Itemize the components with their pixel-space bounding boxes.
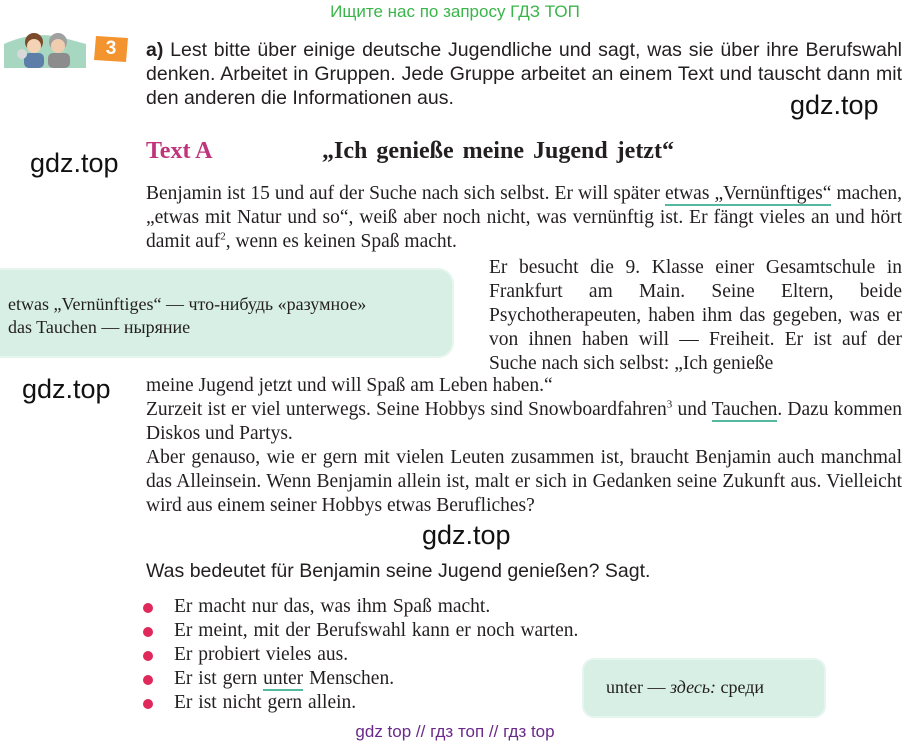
list-item: Er macht nur das, was ihm Spaß macht. <box>140 595 578 619</box>
glossary-line: etwas „Vernünftiges“ — что-нибудь «разумное» <box>8 294 367 314</box>
glossary-box <box>0 270 452 356</box>
task-number: 3 <box>105 38 117 59</box>
list-item: Er ist nicht gern allein. <box>140 691 578 715</box>
question: Was bedeutet für Benjamin seine Jugend genießen? Sagt. <box>146 560 651 582</box>
paragraph-3: Zurzeit ist er viel unterwegs. Seine Hobbys sind Snowboardfahren$^3$ und Tauchen. Dazu kommen Diskos und Partys. <box>146 398 902 444</box>
top-banner: Ищите нас по запросу ГДЗ ТОП <box>330 2 580 21</box>
task-label: a) <box>146 39 164 61</box>
paragraph-2-continued: meine Jugend jetzt und will Spaß am Leben haben.“ <box>146 375 553 396</box>
glossed-word: etwas „Vernünftiges“ <box>665 183 832 204</box>
list-item: Er ist gern unter Menschen. <box>140 667 578 691</box>
glossed-word: unter <box>263 668 304 689</box>
glossary-line: das Tauchen — ныряние <box>8 317 191 337</box>
watermark: gdz.top <box>30 148 119 178</box>
bullet-icon <box>143 675 153 685</box>
paragraph-2: Er besucht die 9. Klasse einer Gesamtschule in Frankfurt am Main. Seine Eltern, beide Psychotherapeuten, haben ihm das gegeben, was er von ihnen haben will — Freiheit. Er ist auf der Suche nach sich selbst: „Ich genieße <box>489 257 902 374</box>
bullet-icon <box>143 651 153 661</box>
paragraph-1: Benjamin ist 15 und auf der Suche nach sich selbst. Er will später etwas „Vernünftiges“ machen, „etwas mit Natur und so“, weiß aber noch nicht, was vernünftig ist. Er fängt vieles an und hört damit auf$^2$, wenn es keinen Spaß macht. <box>146 183 903 252</box>
watermark: gdz.top <box>22 374 111 404</box>
task-number-badge <box>92 34 130 64</box>
task-instruction <box>146 38 902 110</box>
students-illustration <box>4 24 86 68</box>
paragraph-4: Aber genauso, wie er gern mit vielen Leuten zusammen ist, braucht Benjamin auch manchmal das Alleinsein. Wenn Benjamin allein ist, malt er sich in Gedanken seine Zukunft aus. Vielleicht wird aus einem seiner Hobbys etwas Berufliches? <box>146 447 902 516</box>
task-text: Lest bitte über einige deutsche Jugendliche und sagt, was sie über ihre Berufswahl denken. Arbeitet in Gruppen. Jede Gruppe arbeitet an einem Text und tauscht dann mit den anderen die Informationen aus. <box>146 39 902 109</box>
bullet-icon <box>143 699 153 709</box>
answer-list <box>140 595 578 715</box>
list-item: Er probiert vieles aus. <box>140 643 578 667</box>
bullet-icon <box>143 627 153 637</box>
glossary-box <box>584 660 824 716</box>
text-label: Text A <box>146 138 213 164</box>
watermark: gdz.top <box>422 520 511 550</box>
glossary-line: unter — здесь: среди <box>606 677 765 697</box>
bottom-banner: gdz top // гдз топ // гдз top <box>355 722 555 741</box>
glossed-word: Tauchen <box>711 399 778 420</box>
text-title: „Ich genieße meine Jugend jetzt“ <box>322 138 674 164</box>
list-item: Er meint, mit der Berufswahl kann er noch warten. <box>140 619 578 643</box>
bullet-icon <box>143 603 153 613</box>
watermark: gdz.top <box>790 90 879 120</box>
